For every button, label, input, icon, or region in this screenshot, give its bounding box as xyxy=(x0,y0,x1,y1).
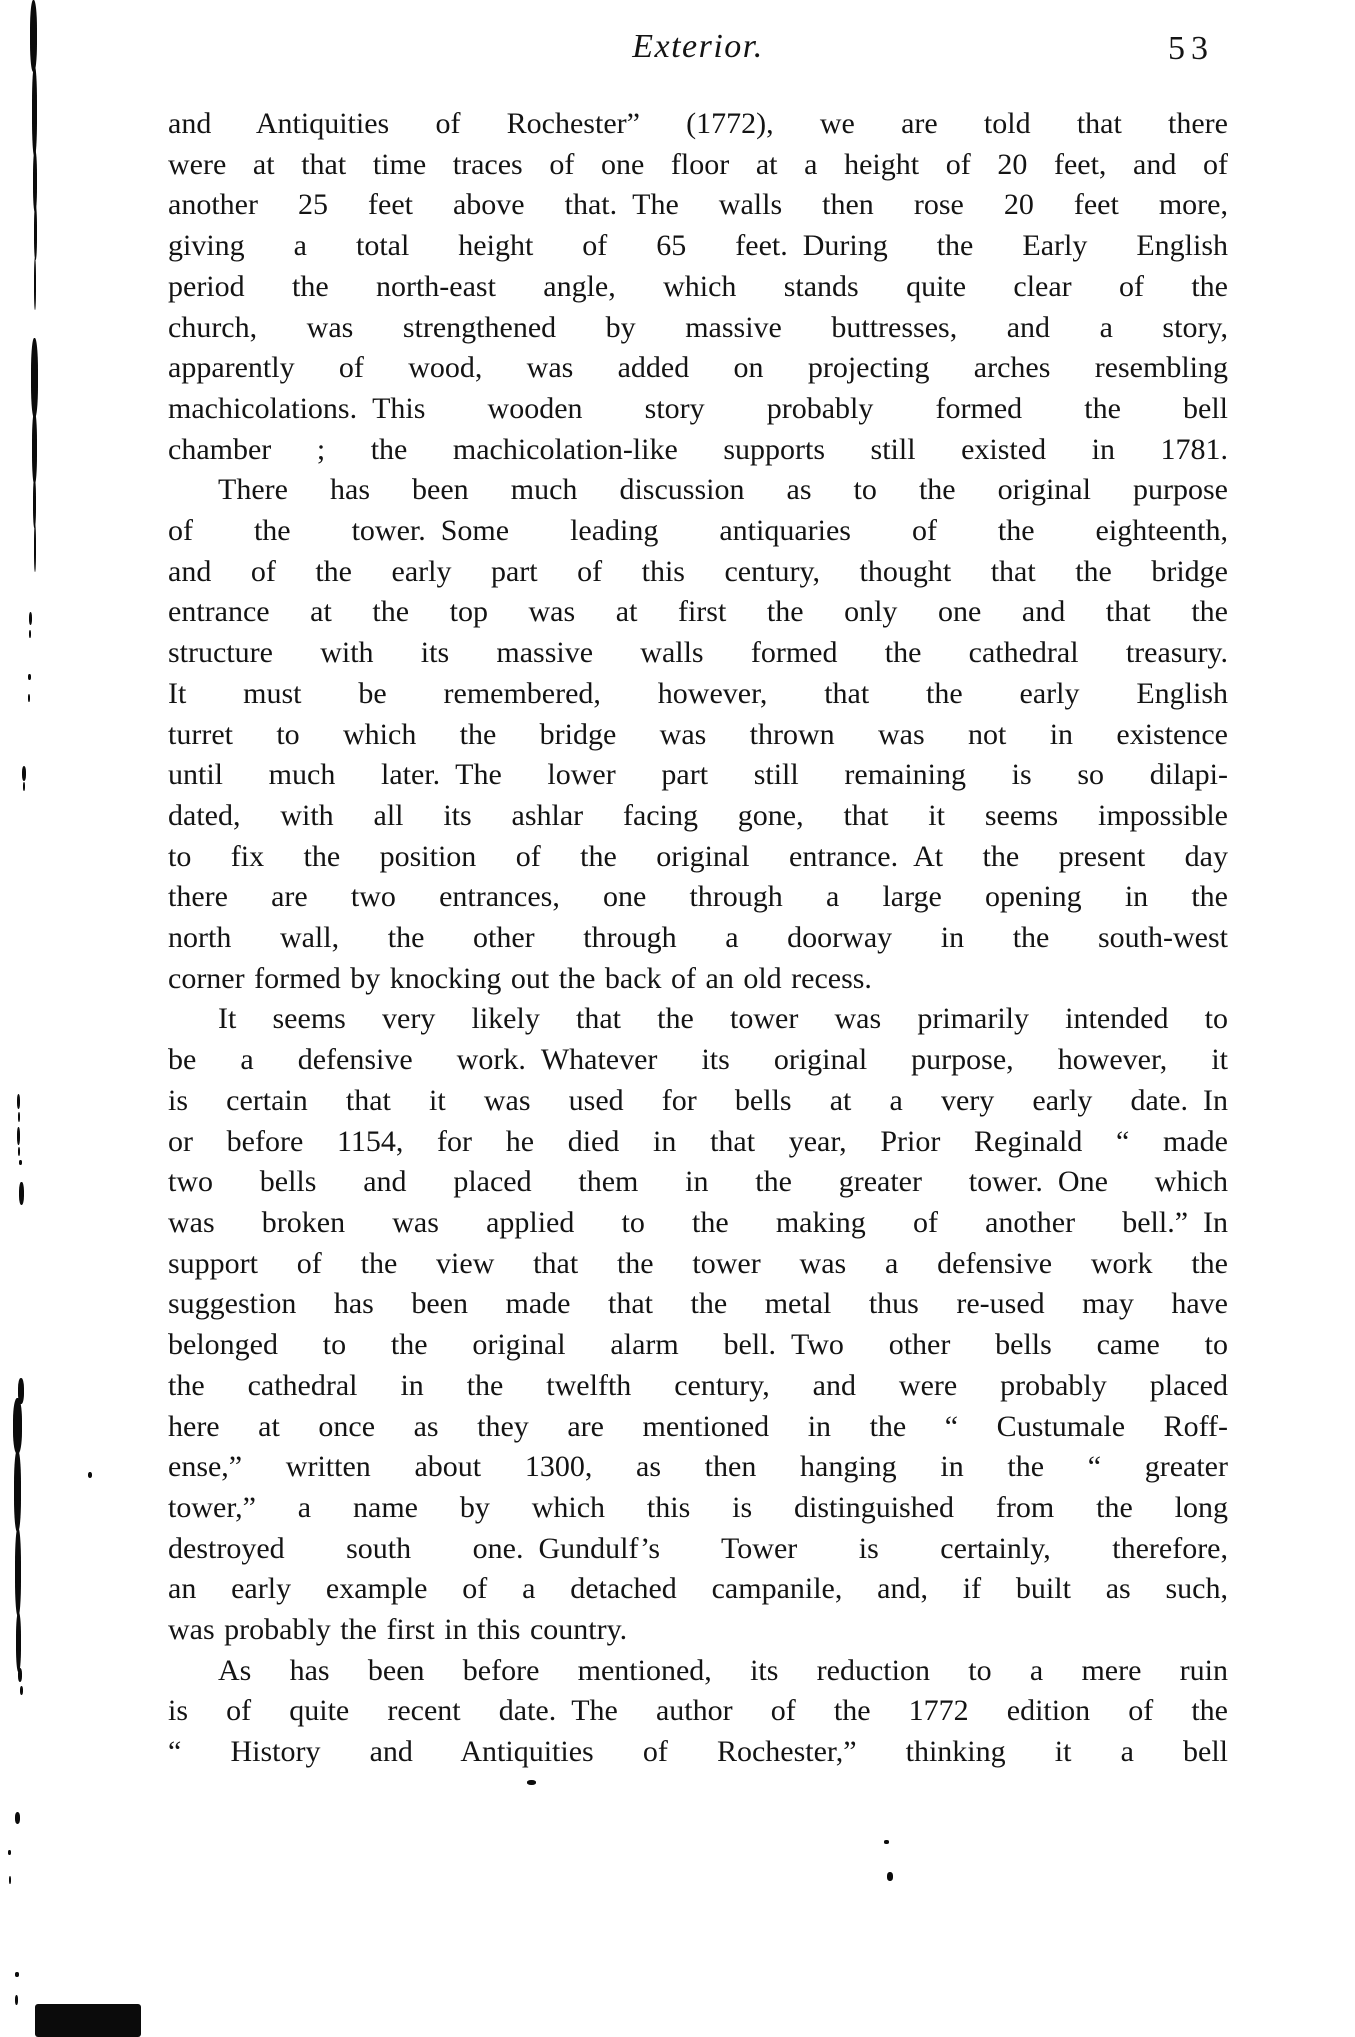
gutter-ink-mark xyxy=(19,1160,22,1165)
gutter-ink-mark xyxy=(23,782,25,791)
gutter-ink-mark xyxy=(17,1127,20,1145)
gutter-ink-mark xyxy=(19,1182,24,1205)
gutter-ink-mark xyxy=(18,1147,20,1156)
gutter-ink-mark xyxy=(15,1528,21,1616)
gutter-ink-mark xyxy=(32,66,37,156)
page-header-title: Exterior. xyxy=(632,28,764,65)
gutter-ink-mark xyxy=(16,1612,21,1672)
gutter-ink-mark xyxy=(8,1850,11,1855)
text-line: an early example of a detached campanile, and, if built as such, xyxy=(168,1572,1228,1606)
page-number: 53 xyxy=(1168,30,1214,67)
page-text xyxy=(168,104,1228,1773)
text-line: apparently of wood, was added on projecting arches resembling xyxy=(168,351,1228,385)
text-line: It seems very likely that the tower was primarily intended to xyxy=(218,1002,1228,1036)
gutter-ink-mark xyxy=(88,1472,92,1478)
text-line: chamber ; the machicolation-like supports still existed in 1781. xyxy=(168,432,1228,466)
gutter-ink-mark xyxy=(15,1995,18,2005)
text-line: It must be remembered, however, that the early English xyxy=(168,676,1228,710)
gutter-ink-mark xyxy=(17,1094,20,1109)
gutter-ink-mark xyxy=(34,205,37,260)
text-line: and of the early part of this century, thought that the bridge xyxy=(168,554,1228,588)
text-line: is of quite recent date. The author of the 1772 edition of the xyxy=(168,1694,1228,1728)
text-line: or before 1154, for he died in that year, Prior Reginald “ made xyxy=(168,1124,1228,1158)
text-line: to fix the position of the original entrance. At the present day xyxy=(168,839,1228,873)
text-line: church, was strengthened by massive buttresses, and a story, xyxy=(168,310,1228,344)
text-line: was broken was applied to the making of another bell.” In xyxy=(168,1205,1228,1239)
gutter-ink-mark xyxy=(15,1972,19,1977)
text-line: be a defensive work. Whatever its original purpose, however, it xyxy=(168,1043,1228,1077)
gutter-ink-mark xyxy=(20,1686,23,1695)
text-line: there are two entrances, one through a large opening in the xyxy=(168,880,1228,914)
text-line: period the north-east angle, which stands quite clear of the xyxy=(168,269,1228,303)
gutter-ink-mark xyxy=(13,1398,22,1454)
gutter-ink-mark xyxy=(28,674,31,680)
gutter-ink-mark xyxy=(887,1872,893,1881)
text-line: two bells and placed them in the greater tower. One which xyxy=(168,1165,1228,1199)
text-line: and Antiquities of Rochester” (1772), we are told that there xyxy=(168,107,1228,140)
text-line: dated, with all its ashlar facing gone, that it seems impossible xyxy=(168,798,1228,832)
text-line: ense,” written about 1300, as then hanging in the “ greater xyxy=(168,1450,1228,1484)
text-line: machicolations. This wooden story probably formed the bell xyxy=(168,391,1228,425)
text-line: “ History and Antiquities of Rochester,” thinking it a bell xyxy=(168,1735,1228,1769)
gutter-ink-mark xyxy=(28,694,30,702)
gutter-ink-mark xyxy=(18,1668,22,1682)
text-line: until much later. The lower part still remaining is so dilapi- xyxy=(168,758,1228,792)
text-line: corner formed by knocking out the back of an old recess. xyxy=(168,961,872,995)
text-line: support of the view that the tower was a defensive work the xyxy=(168,1246,1228,1280)
gutter-ink-mark xyxy=(29,612,32,625)
gutter-ink-mark xyxy=(30,0,37,72)
text-line: entrance at the top was at first the only one and that the xyxy=(168,595,1228,629)
text-line: giving a total height of 65 feet. During the Early English xyxy=(168,229,1228,263)
text-line: suggestion has been made that the metal thus re-used may have xyxy=(168,1287,1228,1321)
text-line: were at that time traces of one floor at a height of 20 feet, and of xyxy=(168,147,1228,181)
text-line: belonged to the original alarm bell. Two other bells came to xyxy=(168,1328,1228,1362)
text-line: another 25 feet above that. The walls then rose 20 feet more, xyxy=(168,188,1228,222)
gutter-ink-mark xyxy=(31,338,38,418)
gutter-ink-mark xyxy=(9,1876,11,1884)
gutter-ink-mark xyxy=(527,1780,536,1785)
text-line: tower,” a name by which this is distinguished from the long xyxy=(168,1490,1228,1524)
gutter-ink-mark xyxy=(34,524,36,572)
text-line: was probably the first in this country. xyxy=(168,1613,628,1647)
scan-smudge xyxy=(35,2004,141,2037)
gutter-ink-mark xyxy=(22,766,26,781)
text-line: the cathedral in the twelfth century, and were probably placed xyxy=(168,1368,1228,1402)
gutter-ink-mark xyxy=(18,1112,20,1122)
text-line: of the tower. Some leading antiquaries of the eighteenth, xyxy=(168,514,1228,548)
gutter-ink-mark xyxy=(14,1450,21,1532)
text-line: here at once as they are mentioned in the “ Custumale Roff- xyxy=(168,1409,1228,1443)
text-line: is certain that it was used for bells at a very early date. In xyxy=(168,1083,1228,1117)
text-line: structure with its massive walls formed the cathedral treasury. xyxy=(168,636,1228,670)
running-header xyxy=(168,28,1228,88)
gutter-ink-mark xyxy=(32,412,37,484)
gutter-ink-mark xyxy=(33,150,37,212)
gutter-ink-mark xyxy=(15,1812,20,1824)
text-line: As has been before mentioned, its reduction to a mere ruin xyxy=(218,1653,1228,1687)
text-line: destroyed south one. Gundulf’s Tower is certainly, therefore, xyxy=(168,1531,1228,1565)
gutter-ink-mark xyxy=(33,478,36,528)
text-line: There has been much discussion as to the original purpose xyxy=(218,473,1228,507)
gutter-ink-mark xyxy=(29,630,31,638)
text-line: turret to which the bridge was thrown was not in existence xyxy=(168,717,1228,751)
text-line: north wall, the other through a doorway in the south-west xyxy=(168,921,1228,955)
gutter-ink-mark xyxy=(884,1840,889,1844)
gutter-ink-mark xyxy=(34,258,36,310)
